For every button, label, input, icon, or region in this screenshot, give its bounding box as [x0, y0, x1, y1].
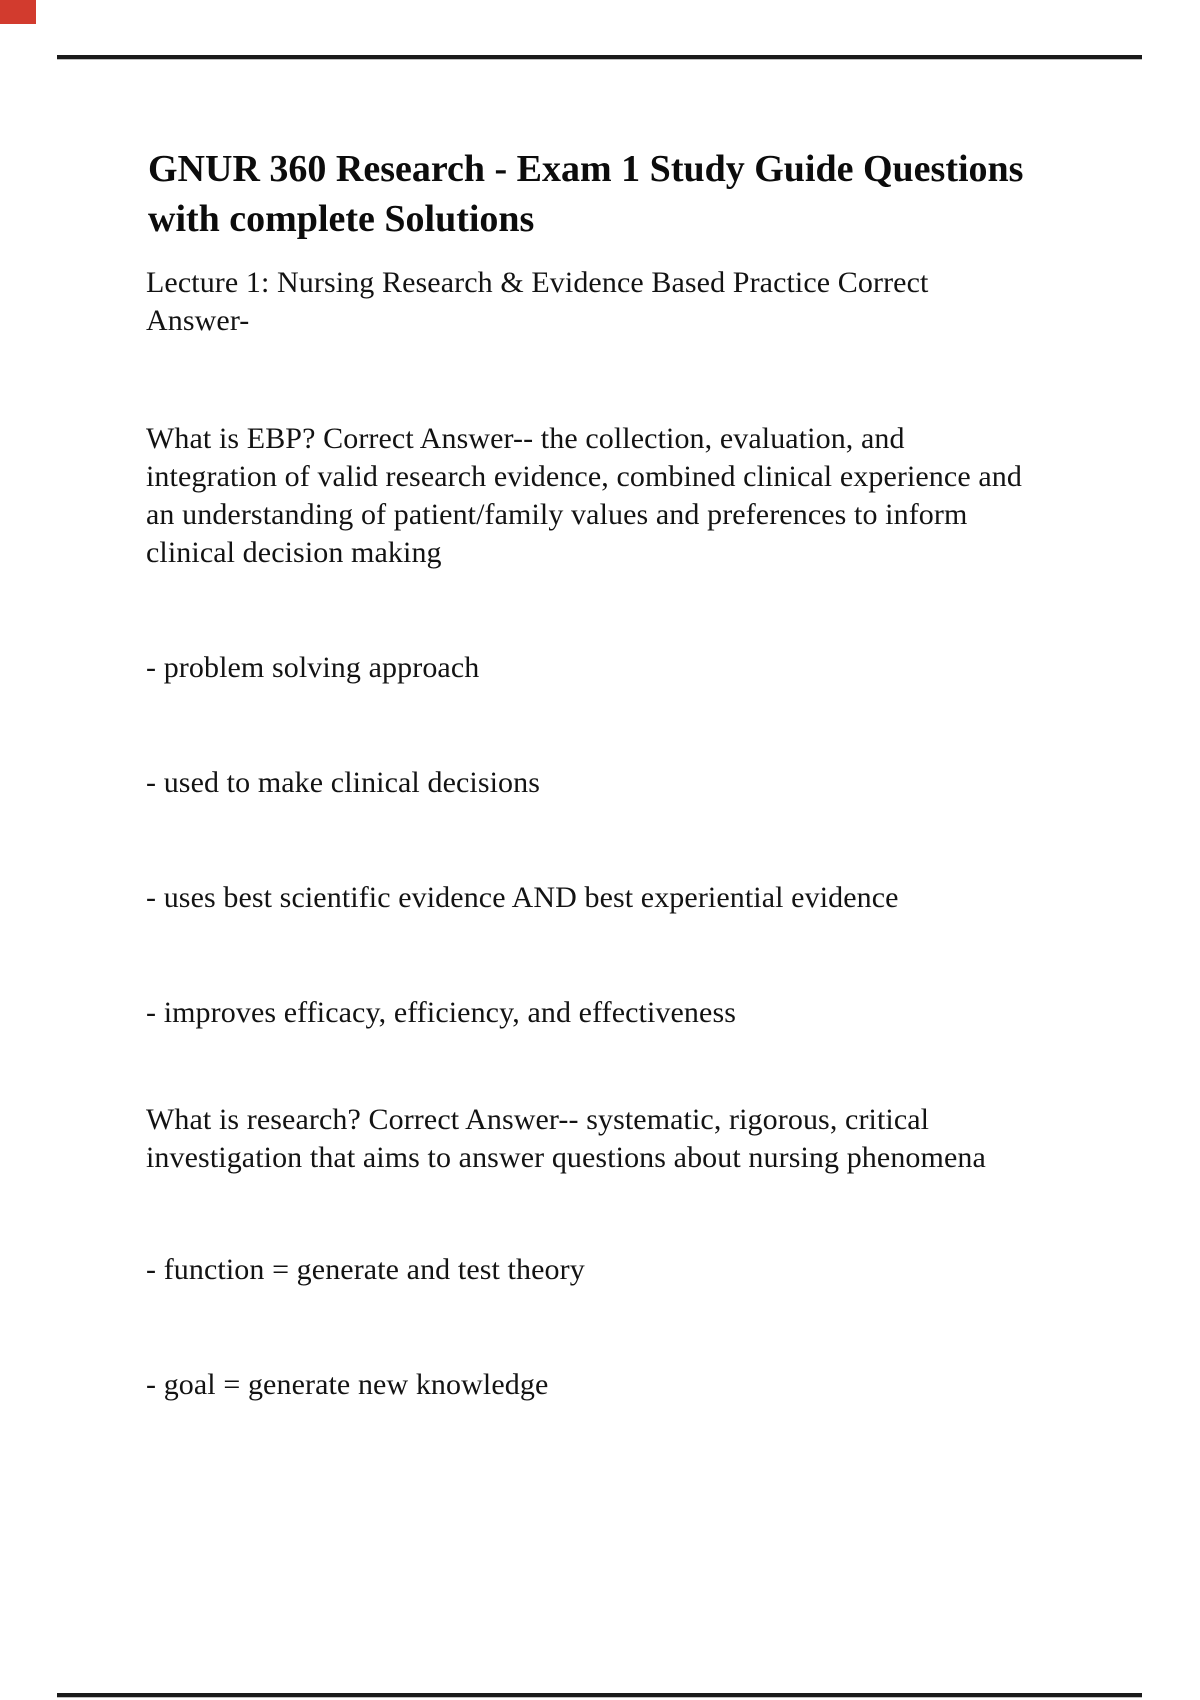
paragraph-what-is-ebp [146, 420, 1022, 572]
text-line: What is research? Correct Answer-- systematic, rigorous, critical [146, 1103, 930, 1136]
text-line: - used to make clinical decisions [146, 766, 541, 799]
text-line: investigation that aims to answer questions about nursing phenomena [146, 1141, 986, 1174]
text-line: an understanding of patient/family values and preferences to inform [146, 498, 968, 531]
page-title-line: GNUR 360 Research - Exam 1 Study Guide Questions [148, 148, 1024, 190]
header-rule [57, 55, 1142, 59]
bullet-goal [146, 1366, 548, 1404]
text-line: clinical decision making [146, 536, 442, 569]
text-line: Lecture 1: Nursing Research & Evidence Based Practice Correct [146, 266, 929, 299]
text-line: - problem solving approach [146, 651, 480, 684]
text-line: - improves efficacy, efficiency, and effectiveness [146, 996, 736, 1029]
red-corner-mark [0, 0, 36, 24]
text-line: Answer- [146, 304, 250, 337]
paragraph-lecture-heading [146, 264, 928, 340]
text-line: integration of valid research evidence, combined clinical experience and [146, 460, 1022, 493]
text-line: - uses best scientific evidence AND best experiential evidence [146, 881, 899, 914]
footer-rule [57, 1693, 1142, 1697]
text-line: - function = generate and test theory [146, 1253, 585, 1286]
text-line: What is EBP? Correct Answer-- the collection, evaluation, and [146, 422, 905, 455]
bullet-improves-efficacy [146, 994, 736, 1032]
page-title-line: with complete Solutions [148, 198, 535, 240]
text-line: - goal = generate new knowledge [146, 1368, 549, 1401]
bullet-problem-solving [146, 649, 479, 687]
page-title [148, 144, 1023, 244]
paragraph-what-is-research [146, 1101, 986, 1177]
bullet-best-evidence [146, 879, 899, 917]
bullet-clinical-decisions [146, 764, 540, 802]
bullet-function [146, 1251, 585, 1289]
